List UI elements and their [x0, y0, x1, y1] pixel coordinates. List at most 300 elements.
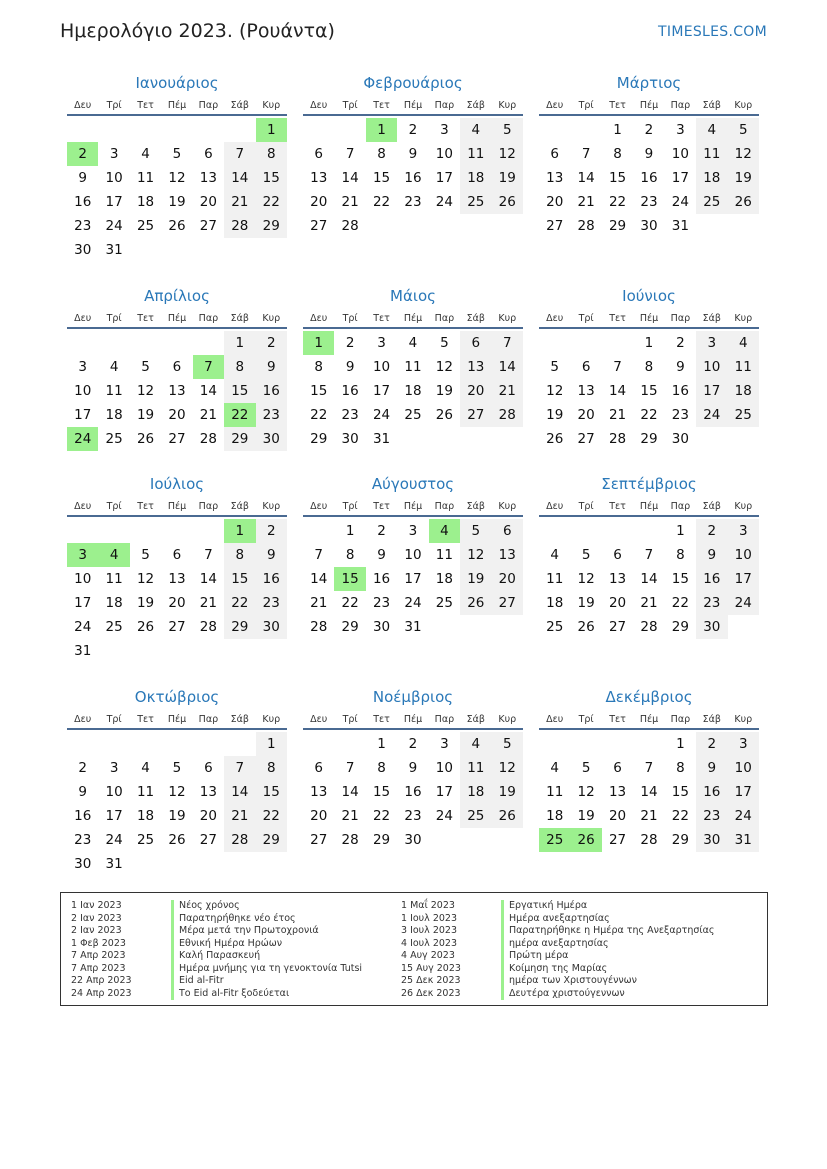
day-cell[interactable]: 21 [341, 194, 359, 210]
day-cell[interactable]: 27 [546, 218, 564, 234]
day-cell[interactable]: 13 [199, 784, 217, 800]
day-cell[interactable]: 1 [676, 523, 685, 539]
day-cell[interactable]: 18 [105, 595, 123, 611]
holiday-day-cell[interactable]: 4 [98, 543, 129, 567]
day-cell[interactable]: 8 [676, 547, 685, 563]
day-cell[interactable]: 22 [372, 194, 391, 210]
day-cell[interactable]: 20 [310, 808, 328, 824]
day-cell[interactable]: 1 [345, 523, 355, 539]
day-cell[interactable]: 28 [608, 431, 627, 447]
day-cell[interactable]: 31 [105, 242, 123, 258]
day-cell[interactable]: 26 [546, 431, 564, 447]
day-cell[interactable]: 8 [377, 760, 386, 776]
day-cell[interactable]: 5 [728, 118, 759, 142]
day-cell[interactable]: 8 [256, 142, 287, 166]
day-cell[interactable]: 23 [341, 407, 359, 423]
day-cell[interactable]: 5 [172, 146, 182, 162]
day-cell[interactable]: 17 [105, 194, 123, 210]
holiday-day-cell[interactable]: 15 [334, 567, 365, 591]
holiday-day-cell[interactable]: 1 [256, 118, 287, 142]
day-cell[interactable]: 16 [640, 170, 658, 186]
day-cell[interactable]: 21 [492, 379, 523, 403]
day-cell[interactable]: 3 [109, 760, 119, 776]
day-cell[interactable]: 10 [671, 146, 689, 162]
day-cell[interactable]: 23 [640, 194, 658, 210]
day-cell[interactable]: 15 [372, 784, 391, 800]
day-cell[interactable]: 27 [168, 619, 186, 635]
day-cell[interactable]: 14 [341, 170, 359, 186]
holiday-day-cell[interactable]: 7 [193, 355, 224, 379]
day-cell[interactable]: 25 [435, 595, 453, 611]
day-cell[interactable]: 12 [577, 571, 595, 587]
day-cell[interactable]: 25 [460, 804, 491, 828]
day-cell[interactable]: 29 [224, 615, 255, 639]
day-cell[interactable]: 6 [172, 359, 182, 375]
day-cell[interactable]: 17 [435, 784, 453, 800]
day-cell[interactable]: 22 [341, 595, 359, 611]
day-cell[interactable]: 11 [546, 571, 564, 587]
day-cell[interactable]: 9 [408, 146, 418, 162]
day-cell[interactable]: 29 [256, 828, 287, 852]
day-cell[interactable]: 31 [372, 431, 391, 447]
day-cell[interactable]: 16 [696, 780, 727, 804]
day-cell[interactable]: 5 [141, 359, 150, 375]
day-cell[interactable]: 21 [577, 194, 595, 210]
day-cell[interactable]: 15 [640, 383, 658, 399]
day-cell[interactable]: 18 [728, 379, 759, 403]
day-cell[interactable]: 23 [404, 808, 422, 824]
day-cell[interactable]: 15 [608, 170, 627, 186]
day-cell[interactable]: 27 [310, 832, 328, 848]
day-cell[interactable]: 25 [105, 619, 123, 635]
day-cell[interactable]: 21 [310, 595, 328, 611]
day-cell[interactable]: 27 [199, 218, 217, 234]
day-cell[interactable]: 15 [256, 166, 287, 190]
day-cell[interactable]: 4 [460, 732, 491, 756]
day-cell[interactable]: 2 [676, 335, 685, 351]
day-cell[interactable]: 2 [345, 335, 355, 351]
day-cell[interactable]: 18 [460, 166, 491, 190]
day-cell[interactable]: 20 [168, 407, 186, 423]
day-cell[interactable]: 8 [644, 359, 654, 375]
day-cell[interactable]: 24 [728, 804, 759, 828]
day-cell[interactable]: 13 [608, 784, 627, 800]
day-cell[interactable]: 7 [581, 146, 591, 162]
day-cell[interactable]: 7 [314, 547, 323, 563]
holiday-day-cell[interactable]: 24 [67, 427, 98, 451]
day-cell[interactable]: 3 [728, 732, 759, 756]
day-cell[interactable]: 9 [644, 146, 654, 162]
day-cell[interactable]: 5 [581, 760, 591, 776]
day-cell[interactable]: 12 [577, 784, 595, 800]
day-cell[interactable]: 9 [377, 547, 386, 563]
day-cell[interactable]: 7 [613, 359, 622, 375]
day-cell[interactable]: 4 [696, 118, 727, 142]
day-cell[interactable]: 23 [696, 804, 727, 828]
day-cell[interactable]: 14 [608, 383, 627, 399]
day-cell[interactable]: 23 [404, 194, 422, 210]
day-cell[interactable]: 22 [256, 804, 287, 828]
day-cell[interactable]: 2 [644, 122, 654, 138]
day-cell[interactable]: 2 [408, 122, 418, 138]
day-cell[interactable]: 5 [492, 118, 523, 142]
day-cell[interactable]: 27 [199, 832, 217, 848]
day-cell[interactable]: 13 [608, 571, 627, 587]
day-cell[interactable]: 8 [224, 543, 255, 567]
day-cell[interactable]: 25 [728, 403, 759, 427]
day-cell[interactable]: 28 [310, 619, 328, 635]
day-cell[interactable]: 22 [671, 808, 689, 824]
day-cell[interactable]: 30 [696, 828, 727, 852]
holiday-day-cell[interactable]: 1 [303, 331, 334, 355]
day-cell[interactable]: 18 [696, 166, 727, 190]
day-cell[interactable]: 13 [460, 355, 491, 379]
day-cell[interactable]: 14 [640, 571, 658, 587]
day-cell[interactable]: 19 [577, 595, 595, 611]
day-cell[interactable]: 9 [256, 543, 287, 567]
day-cell[interactable]: 12 [435, 359, 453, 375]
day-cell[interactable]: 13 [577, 383, 595, 399]
day-cell[interactable]: 2 [256, 519, 287, 543]
day-cell[interactable]: 10 [74, 571, 92, 587]
day-cell[interactable]: 15 [224, 379, 255, 403]
day-cell[interactable]: 10 [105, 784, 123, 800]
day-cell[interactable]: 4 [408, 335, 418, 351]
day-cell[interactable]: 29 [640, 431, 658, 447]
day-cell[interactable]: 30 [256, 427, 287, 451]
day-cell[interactable]: 30 [696, 615, 727, 639]
day-cell[interactable]: 16 [404, 784, 422, 800]
day-cell[interactable]: 30 [256, 615, 287, 639]
day-cell[interactable]: 12 [168, 170, 186, 186]
day-cell[interactable]: 30 [74, 242, 92, 258]
day-cell[interactable]: 2 [377, 523, 386, 539]
day-cell[interactable]: 27 [310, 218, 328, 234]
day-cell[interactable]: 26 [728, 190, 759, 214]
day-cell[interactable]: 9 [345, 359, 355, 375]
day-cell[interactable]: 30 [404, 832, 422, 848]
day-cell[interactable]: 24 [372, 407, 391, 423]
day-cell[interactable]: 11 [136, 784, 155, 800]
day-cell[interactable]: 28 [199, 619, 217, 635]
day-cell[interactable]: 30 [74, 856, 92, 872]
day-cell[interactable]: 23 [256, 403, 287, 427]
day-cell[interactable]: 24 [105, 832, 123, 848]
day-cell[interactable]: 24 [671, 194, 689, 210]
day-cell[interactable]: 2 [696, 732, 727, 756]
day-cell[interactable]: 22 [372, 808, 391, 824]
day-cell[interactable]: 28 [341, 218, 359, 234]
day-cell[interactable]: 17 [74, 595, 92, 611]
day-cell[interactable]: 18 [105, 407, 123, 423]
day-cell[interactable]: 3 [440, 736, 449, 752]
day-cell[interactable]: 21 [341, 808, 359, 824]
day-cell[interactable]: 3 [377, 335, 386, 351]
day-cell[interactable]: 4 [141, 760, 150, 776]
day-cell[interactable]: 30 [640, 218, 658, 234]
day-cell[interactable]: 19 [435, 383, 453, 399]
day-cell[interactable]: 13 [168, 383, 186, 399]
day-cell[interactable]: 9 [696, 756, 727, 780]
day-cell[interactable]: 26 [492, 804, 523, 828]
day-cell[interactable]: 28 [341, 832, 359, 848]
day-cell[interactable]: 12 [492, 142, 523, 166]
day-cell[interactable]: 6 [581, 359, 591, 375]
holiday-day-cell[interactable]: 25 [539, 828, 570, 852]
holiday-day-cell[interactable]: 22 [224, 403, 255, 427]
day-cell[interactable]: 20 [199, 194, 217, 210]
day-cell[interactable]: 24 [435, 194, 453, 210]
day-cell[interactable]: 13 [492, 543, 523, 567]
day-cell[interactable]: 25 [136, 218, 155, 234]
day-cell[interactable]: 12 [728, 142, 759, 166]
day-cell[interactable]: 8 [613, 146, 622, 162]
day-cell[interactable]: 22 [671, 595, 689, 611]
day-cell[interactable]: 6 [460, 331, 491, 355]
day-cell[interactable]: 31 [74, 643, 92, 659]
day-cell[interactable]: 20 [460, 379, 491, 403]
day-cell[interactable]: 29 [608, 218, 627, 234]
day-cell[interactable]: 23 [696, 591, 727, 615]
day-cell[interactable]: 26 [577, 619, 595, 635]
day-cell[interactable]: 14 [492, 355, 523, 379]
day-cell[interactable]: 10 [435, 146, 453, 162]
day-cell[interactable]: 31 [105, 856, 123, 872]
day-cell[interactable]: 8 [314, 359, 323, 375]
day-cell[interactable]: 10 [372, 359, 391, 375]
holiday-day-cell[interactable]: 4 [429, 519, 460, 543]
day-cell[interactable]: 26 [136, 619, 155, 635]
day-cell[interactable]: 11 [696, 142, 727, 166]
day-cell[interactable]: 30 [671, 431, 689, 447]
day-cell[interactable]: 31 [728, 828, 759, 852]
day-cell[interactable]: 1 [256, 732, 287, 756]
holiday-day-cell[interactable]: 1 [224, 519, 255, 543]
day-cell[interactable]: 9 [408, 760, 418, 776]
day-cell[interactable]: 22 [310, 407, 328, 423]
day-cell[interactable]: 17 [728, 567, 759, 591]
day-cell[interactable]: 19 [136, 407, 155, 423]
day-cell[interactable]: 19 [728, 166, 759, 190]
day-cell[interactable]: 25 [136, 832, 155, 848]
day-cell[interactable]: 11 [105, 571, 123, 587]
day-cell[interactable]: 24 [435, 808, 453, 824]
day-cell[interactable]: 7 [644, 760, 654, 776]
day-cell[interactable]: 24 [404, 595, 422, 611]
day-cell[interactable]: 25 [404, 407, 422, 423]
day-cell[interactable]: 19 [460, 567, 491, 591]
day-cell[interactable]: 13 [199, 170, 217, 186]
day-cell[interactable]: 20 [492, 567, 523, 591]
day-cell[interactable]: 28 [224, 214, 255, 238]
day-cell[interactable]: 25 [696, 190, 727, 214]
day-cell[interactable]: 12 [492, 756, 523, 780]
day-cell[interactable]: 24 [728, 591, 759, 615]
day-cell[interactable]: 19 [168, 808, 186, 824]
day-cell[interactable]: 3 [676, 122, 685, 138]
day-cell[interactable]: 6 [204, 760, 213, 776]
day-cell[interactable]: 29 [224, 427, 255, 451]
day-cell[interactable]: 9 [676, 359, 685, 375]
day-cell[interactable]: 11 [105, 383, 123, 399]
day-cell[interactable]: 26 [168, 832, 186, 848]
day-cell[interactable]: 8 [377, 146, 386, 162]
day-cell[interactable]: 5 [172, 760, 182, 776]
day-cell[interactable]: 16 [671, 383, 689, 399]
day-cell[interactable]: 31 [671, 218, 689, 234]
day-cell[interactable]: 1 [676, 736, 685, 752]
day-cell[interactable]: 25 [460, 190, 491, 214]
day-cell[interactable]: 3 [696, 331, 727, 355]
day-cell[interactable]: 5 [581, 547, 591, 563]
day-cell[interactable]: 29 [256, 214, 287, 238]
day-cell[interactable]: 18 [460, 780, 491, 804]
day-cell[interactable]: 25 [546, 619, 564, 635]
day-cell[interactable]: 26 [168, 218, 186, 234]
day-cell[interactable]: 22 [608, 194, 627, 210]
holiday-day-cell[interactable]: 3 [67, 543, 98, 567]
day-cell[interactable]: 21 [608, 407, 627, 423]
day-cell[interactable]: 21 [199, 407, 217, 423]
day-cell[interactable]: 3 [440, 122, 449, 138]
day-cell[interactable]: 14 [577, 170, 595, 186]
day-cell[interactable]: 7 [224, 756, 255, 780]
day-cell[interactable]: 27 [492, 591, 523, 615]
holiday-day-cell[interactable]: 1 [366, 118, 397, 142]
day-cell[interactable]: 1 [644, 335, 654, 351]
day-cell[interactable]: 14 [310, 571, 328, 587]
day-cell[interactable]: 14 [224, 166, 255, 190]
day-cell[interactable]: 23 [671, 407, 689, 423]
day-cell[interactable]: 1 [377, 736, 386, 752]
day-cell[interactable]: 2 [78, 760, 87, 776]
day-cell[interactable]: 17 [372, 383, 391, 399]
day-cell[interactable]: 17 [671, 170, 689, 186]
day-cell[interactable]: 12 [136, 383, 155, 399]
day-cell[interactable]: 16 [74, 194, 92, 210]
day-cell[interactable]: 11 [546, 784, 564, 800]
day-cell[interactable]: 2 [408, 736, 418, 752]
day-cell[interactable]: 9 [696, 543, 727, 567]
day-cell[interactable]: 10 [728, 756, 759, 780]
day-cell[interactable]: 15 [224, 567, 255, 591]
day-cell[interactable]: 17 [105, 808, 123, 824]
day-cell[interactable]: 17 [404, 571, 422, 587]
day-cell[interactable]: 8 [256, 756, 287, 780]
day-cell[interactable]: 1 [613, 122, 622, 138]
day-cell[interactable]: 30 [372, 619, 391, 635]
day-cell[interactable]: 6 [172, 547, 182, 563]
day-cell[interactable]: 14 [199, 383, 217, 399]
day-cell[interactable]: 14 [640, 784, 658, 800]
day-cell[interactable]: 20 [577, 407, 595, 423]
day-cell[interactable]: 20 [168, 595, 186, 611]
day-cell[interactable]: 24 [74, 619, 92, 635]
day-cell[interactable]: 31 [404, 619, 422, 635]
day-cell[interactable]: 7 [204, 547, 213, 563]
day-cell[interactable]: 10 [74, 383, 92, 399]
day-cell[interactable]: 27 [460, 403, 491, 427]
day-cell[interactable]: 2 [696, 519, 727, 543]
day-cell[interactable]: 15 [372, 170, 391, 186]
day-cell[interactable]: 14 [224, 780, 255, 804]
day-cell[interactable]: 9 [78, 784, 87, 800]
day-cell[interactable]: 17 [74, 407, 92, 423]
day-cell[interactable]: 3 [109, 146, 119, 162]
day-cell[interactable]: 21 [199, 595, 217, 611]
day-cell[interactable]: 10 [105, 170, 123, 186]
holiday-day-cell[interactable]: 2 [67, 142, 98, 166]
day-cell[interactable]: 23 [372, 595, 391, 611]
day-cell[interactable]: 19 [136, 595, 155, 611]
day-cell[interactable]: 11 [460, 756, 491, 780]
day-cell[interactable]: 10 [404, 547, 422, 563]
day-cell[interactable]: 15 [256, 780, 287, 804]
day-cell[interactable]: 13 [310, 784, 328, 800]
day-cell[interactable]: 10 [696, 355, 727, 379]
day-cell[interactable]: 16 [341, 383, 359, 399]
day-cell[interactable]: 19 [546, 407, 564, 423]
day-cell[interactable]: 13 [310, 170, 328, 186]
day-cell[interactable]: 13 [168, 571, 186, 587]
day-cell[interactable]: 4 [109, 359, 119, 375]
day-cell[interactable]: 22 [640, 407, 658, 423]
day-cell[interactable]: 6 [314, 146, 323, 162]
day-cell[interactable]: 28 [492, 403, 523, 427]
day-cell[interactable]: 5 [460, 519, 491, 543]
day-cell[interactable]: 29 [341, 619, 359, 635]
day-cell[interactable]: 21 [224, 190, 255, 214]
day-cell[interactable]: 25 [105, 431, 123, 447]
day-cell[interactable]: 7 [644, 547, 654, 563]
day-cell[interactable]: 4 [550, 760, 559, 776]
day-cell[interactable]: 17 [696, 379, 727, 403]
day-cell[interactable]: 11 [404, 359, 422, 375]
site-logo[interactable]: TIMESLES.COM [658, 24, 767, 40]
day-cell[interactable]: 11 [435, 547, 453, 563]
day-cell[interactable]: 3 [728, 519, 759, 543]
day-cell[interactable]: 4 [141, 146, 150, 162]
day-cell[interactable]: 27 [608, 832, 627, 848]
day-cell[interactable]: 22 [256, 190, 287, 214]
day-cell[interactable]: 29 [310, 431, 328, 447]
day-cell[interactable]: 4 [728, 331, 759, 355]
day-cell[interactable]: 18 [136, 194, 155, 210]
day-cell[interactable]: 9 [78, 170, 87, 186]
day-cell[interactable]: 18 [435, 571, 453, 587]
day-cell[interactable]: 7 [224, 142, 255, 166]
day-cell[interactable]: 7 [345, 760, 355, 776]
day-cell[interactable]: 29 [671, 832, 689, 848]
day-cell[interactable]: 16 [74, 808, 92, 824]
day-cell[interactable]: 20 [546, 194, 564, 210]
day-cell[interactable]: 23 [74, 832, 92, 848]
day-cell[interactable]: 29 [671, 619, 689, 635]
day-cell[interactable]: 21 [640, 808, 658, 824]
day-cell[interactable]: 16 [372, 571, 391, 587]
day-cell[interactable]: 14 [341, 784, 359, 800]
day-cell[interactable]: 6 [314, 760, 323, 776]
day-cell[interactable]: 21 [640, 595, 658, 611]
day-cell[interactable]: 28 [640, 832, 658, 848]
day-cell[interactable]: 8 [224, 355, 255, 379]
day-cell[interactable]: 2 [256, 331, 287, 355]
day-cell[interactable]: 6 [613, 760, 622, 776]
day-cell[interactable]: 20 [608, 595, 627, 611]
day-cell[interactable]: 17 [435, 170, 453, 186]
day-cell[interactable]: 20 [608, 808, 627, 824]
day-cell[interactable]: 7 [492, 331, 523, 355]
